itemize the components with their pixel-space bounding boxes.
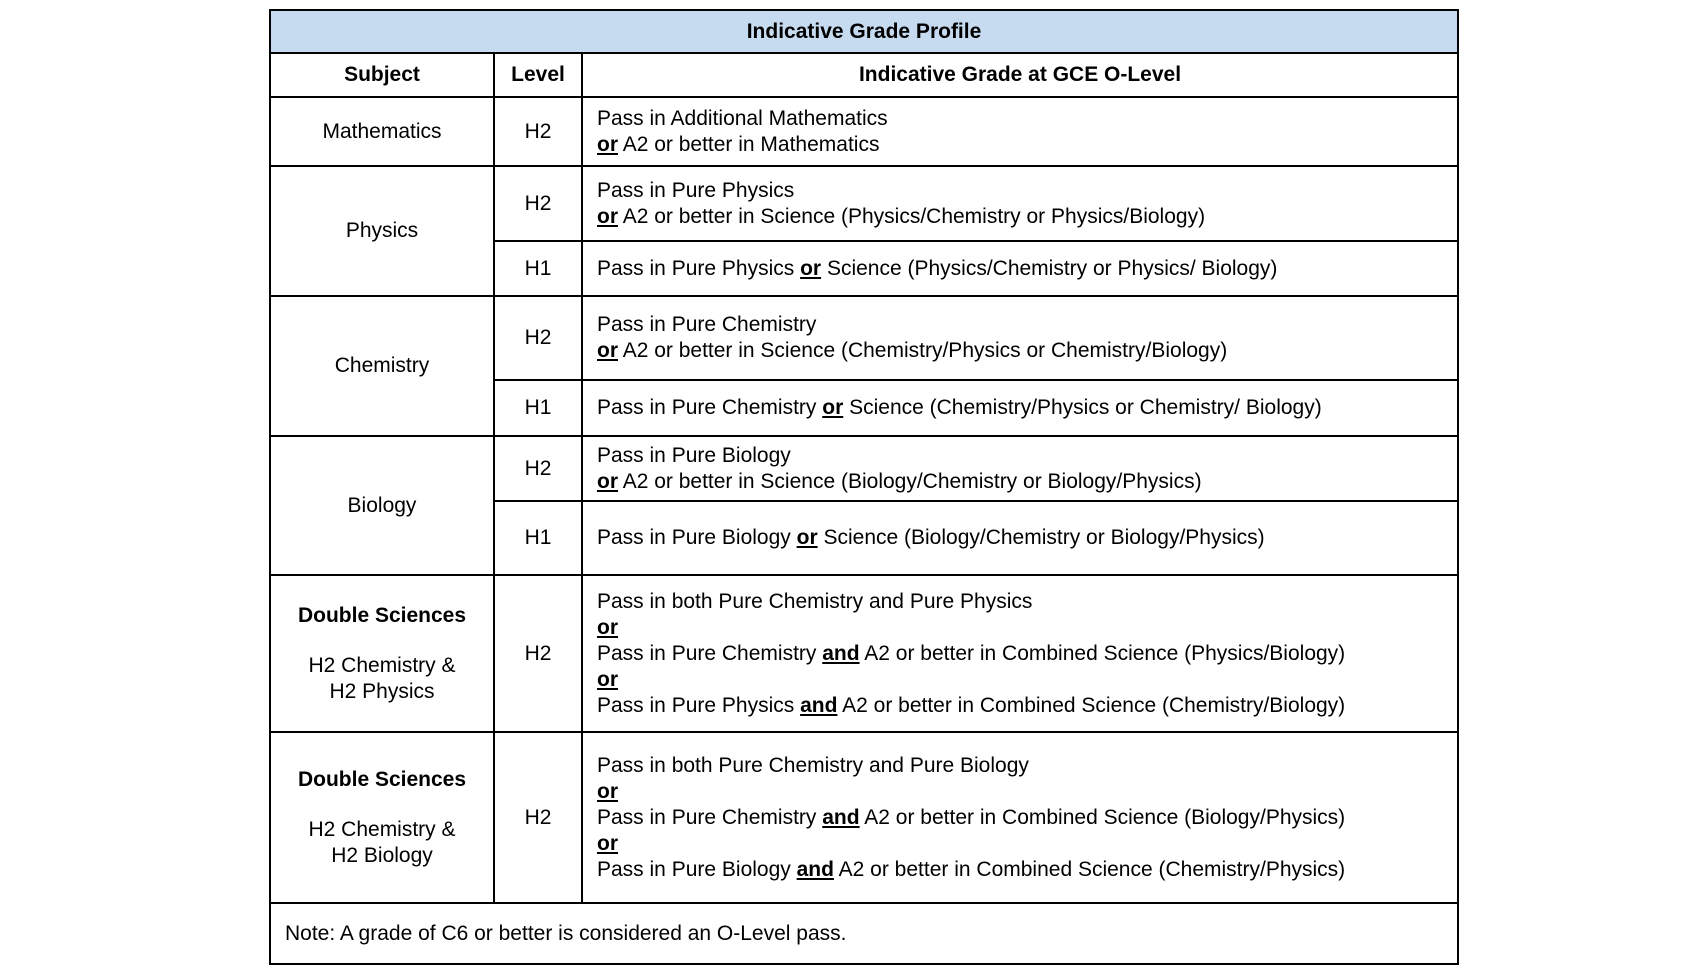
keyword-and: and xyxy=(800,693,838,717)
level-cell: H2 xyxy=(494,575,582,732)
grade-text: Pass in Pure Chemistry xyxy=(597,396,817,419)
grade-cell xyxy=(582,380,1458,436)
grade-cell xyxy=(582,241,1458,296)
level-cell: H1 xyxy=(494,380,582,436)
grade-cell xyxy=(582,732,1458,903)
grade-text: A2 or better in Combined Science (Biology/Physics) xyxy=(864,805,1346,829)
subject-double-sciences-chem-phys xyxy=(270,575,494,732)
keyword-or: or xyxy=(796,526,818,549)
keyword-or: or xyxy=(597,779,618,803)
level-cell: H2 xyxy=(494,436,582,501)
grade-text: Pass in Pure Biology xyxy=(597,857,791,881)
grade-line: A2 or better in Science (Physics/Chemistry or Physics/Biology) xyxy=(622,204,1206,228)
grade-line: A2 or better in Mathematics xyxy=(622,132,880,156)
grade-line: Pass in both Pure Chemistry and Pure Biology xyxy=(597,753,1029,777)
grade-line: Pass in Pure Physics xyxy=(597,178,795,202)
grade-cell xyxy=(582,296,1458,380)
grade-text: Science (Physics/Chemistry or Physics/ Biology) xyxy=(826,256,1278,280)
level-cell: H1 xyxy=(494,241,582,296)
keyword-or: or xyxy=(597,469,618,493)
double-sciences-subjects: H2 Chemistry & H2 Physics xyxy=(308,653,456,703)
grade-line: Pass in Pure Biology xyxy=(597,443,791,467)
keyword-or: or xyxy=(597,831,618,855)
grade-text: Pass in Pure Biology xyxy=(597,526,791,549)
grade-profile-table xyxy=(269,9,1459,965)
grade-line: A2 or better in Science (Biology/Chemistry or Biology/Physics) xyxy=(622,469,1202,493)
grade-line: Pass in both Pure Chemistry and Pure Physics xyxy=(597,589,1033,613)
keyword-or: or xyxy=(597,132,618,156)
grade-text: Pass in Pure Physics xyxy=(597,693,795,717)
grade-text: A2 or better in Combined Science (Chemistry/Biology) xyxy=(842,693,1346,717)
keyword-and: and xyxy=(822,805,860,829)
double-sciences-title: Double Sciences xyxy=(297,767,467,791)
grade-cell xyxy=(582,436,1458,501)
level-cell: H2 xyxy=(494,732,582,903)
header-subject: Subject xyxy=(270,53,494,97)
grade-text: Pass in Pure Chemistry xyxy=(597,641,817,665)
level-cell: H2 xyxy=(494,296,582,380)
table-note: Note: A grade of C6 or better is considered an O-Level pass. xyxy=(270,903,1458,964)
grade-line: A2 or better in Science (Chemistry/Physics or Chemistry/Biology) xyxy=(622,339,1228,362)
grade-cell xyxy=(582,501,1458,575)
table-row xyxy=(270,97,1458,166)
grade-cell xyxy=(582,166,1458,241)
level-cell: H1 xyxy=(494,501,582,575)
table-row xyxy=(270,296,1458,380)
subject-biology: Biology xyxy=(270,436,494,575)
keyword-or: or xyxy=(597,615,618,639)
level-cell: H2 xyxy=(494,166,582,241)
table-row xyxy=(270,575,1458,732)
header-level: Level xyxy=(494,53,582,97)
grade-line: Pass in Additional Mathematics xyxy=(597,106,888,130)
level-cell: H2 xyxy=(494,97,582,166)
grade-cell xyxy=(582,97,1458,166)
table-row xyxy=(270,732,1458,903)
grade-cell xyxy=(582,575,1458,732)
table-row xyxy=(270,436,1458,501)
keyword-or: or xyxy=(597,339,618,362)
keyword-or: or xyxy=(800,256,822,280)
grade-line: Pass in Pure Chemistry xyxy=(597,313,817,336)
grade-text: Pass in Pure Chemistry xyxy=(597,805,817,829)
keyword-and: and xyxy=(796,857,834,881)
subject-mathematics: Mathematics xyxy=(270,97,494,166)
keyword-and: and xyxy=(822,641,860,665)
double-sciences-subjects: H2 Chemistry & H2 Biology xyxy=(308,817,456,867)
subject-chemistry: Chemistry xyxy=(270,296,494,436)
table-title: Indicative Grade Profile xyxy=(270,10,1458,53)
header-grade: Indicative Grade at GCE O-Level xyxy=(582,53,1458,97)
table-row xyxy=(270,166,1458,241)
keyword-or: or xyxy=(822,396,844,419)
grade-text: A2 or better in Combined Science (Physics/Biology) xyxy=(864,641,1346,665)
grade-text: Science (Chemistry/Physics or Chemistry/ Biology) xyxy=(849,396,1322,419)
subject-physics: Physics xyxy=(270,166,494,296)
double-sciences-title: Double Sciences xyxy=(297,603,467,627)
grade-text: Science (Biology/Chemistry or Biology/Physics) xyxy=(823,526,1265,549)
grade-text: Pass in Pure Physics xyxy=(597,256,795,280)
keyword-or: or xyxy=(597,204,618,228)
grade-text: A2 or better in Combined Science (Chemistry/Physics) xyxy=(838,857,1346,881)
subject-double-sciences-chem-bio xyxy=(270,732,494,903)
table-row xyxy=(270,903,1458,964)
keyword-or: or xyxy=(597,667,618,691)
